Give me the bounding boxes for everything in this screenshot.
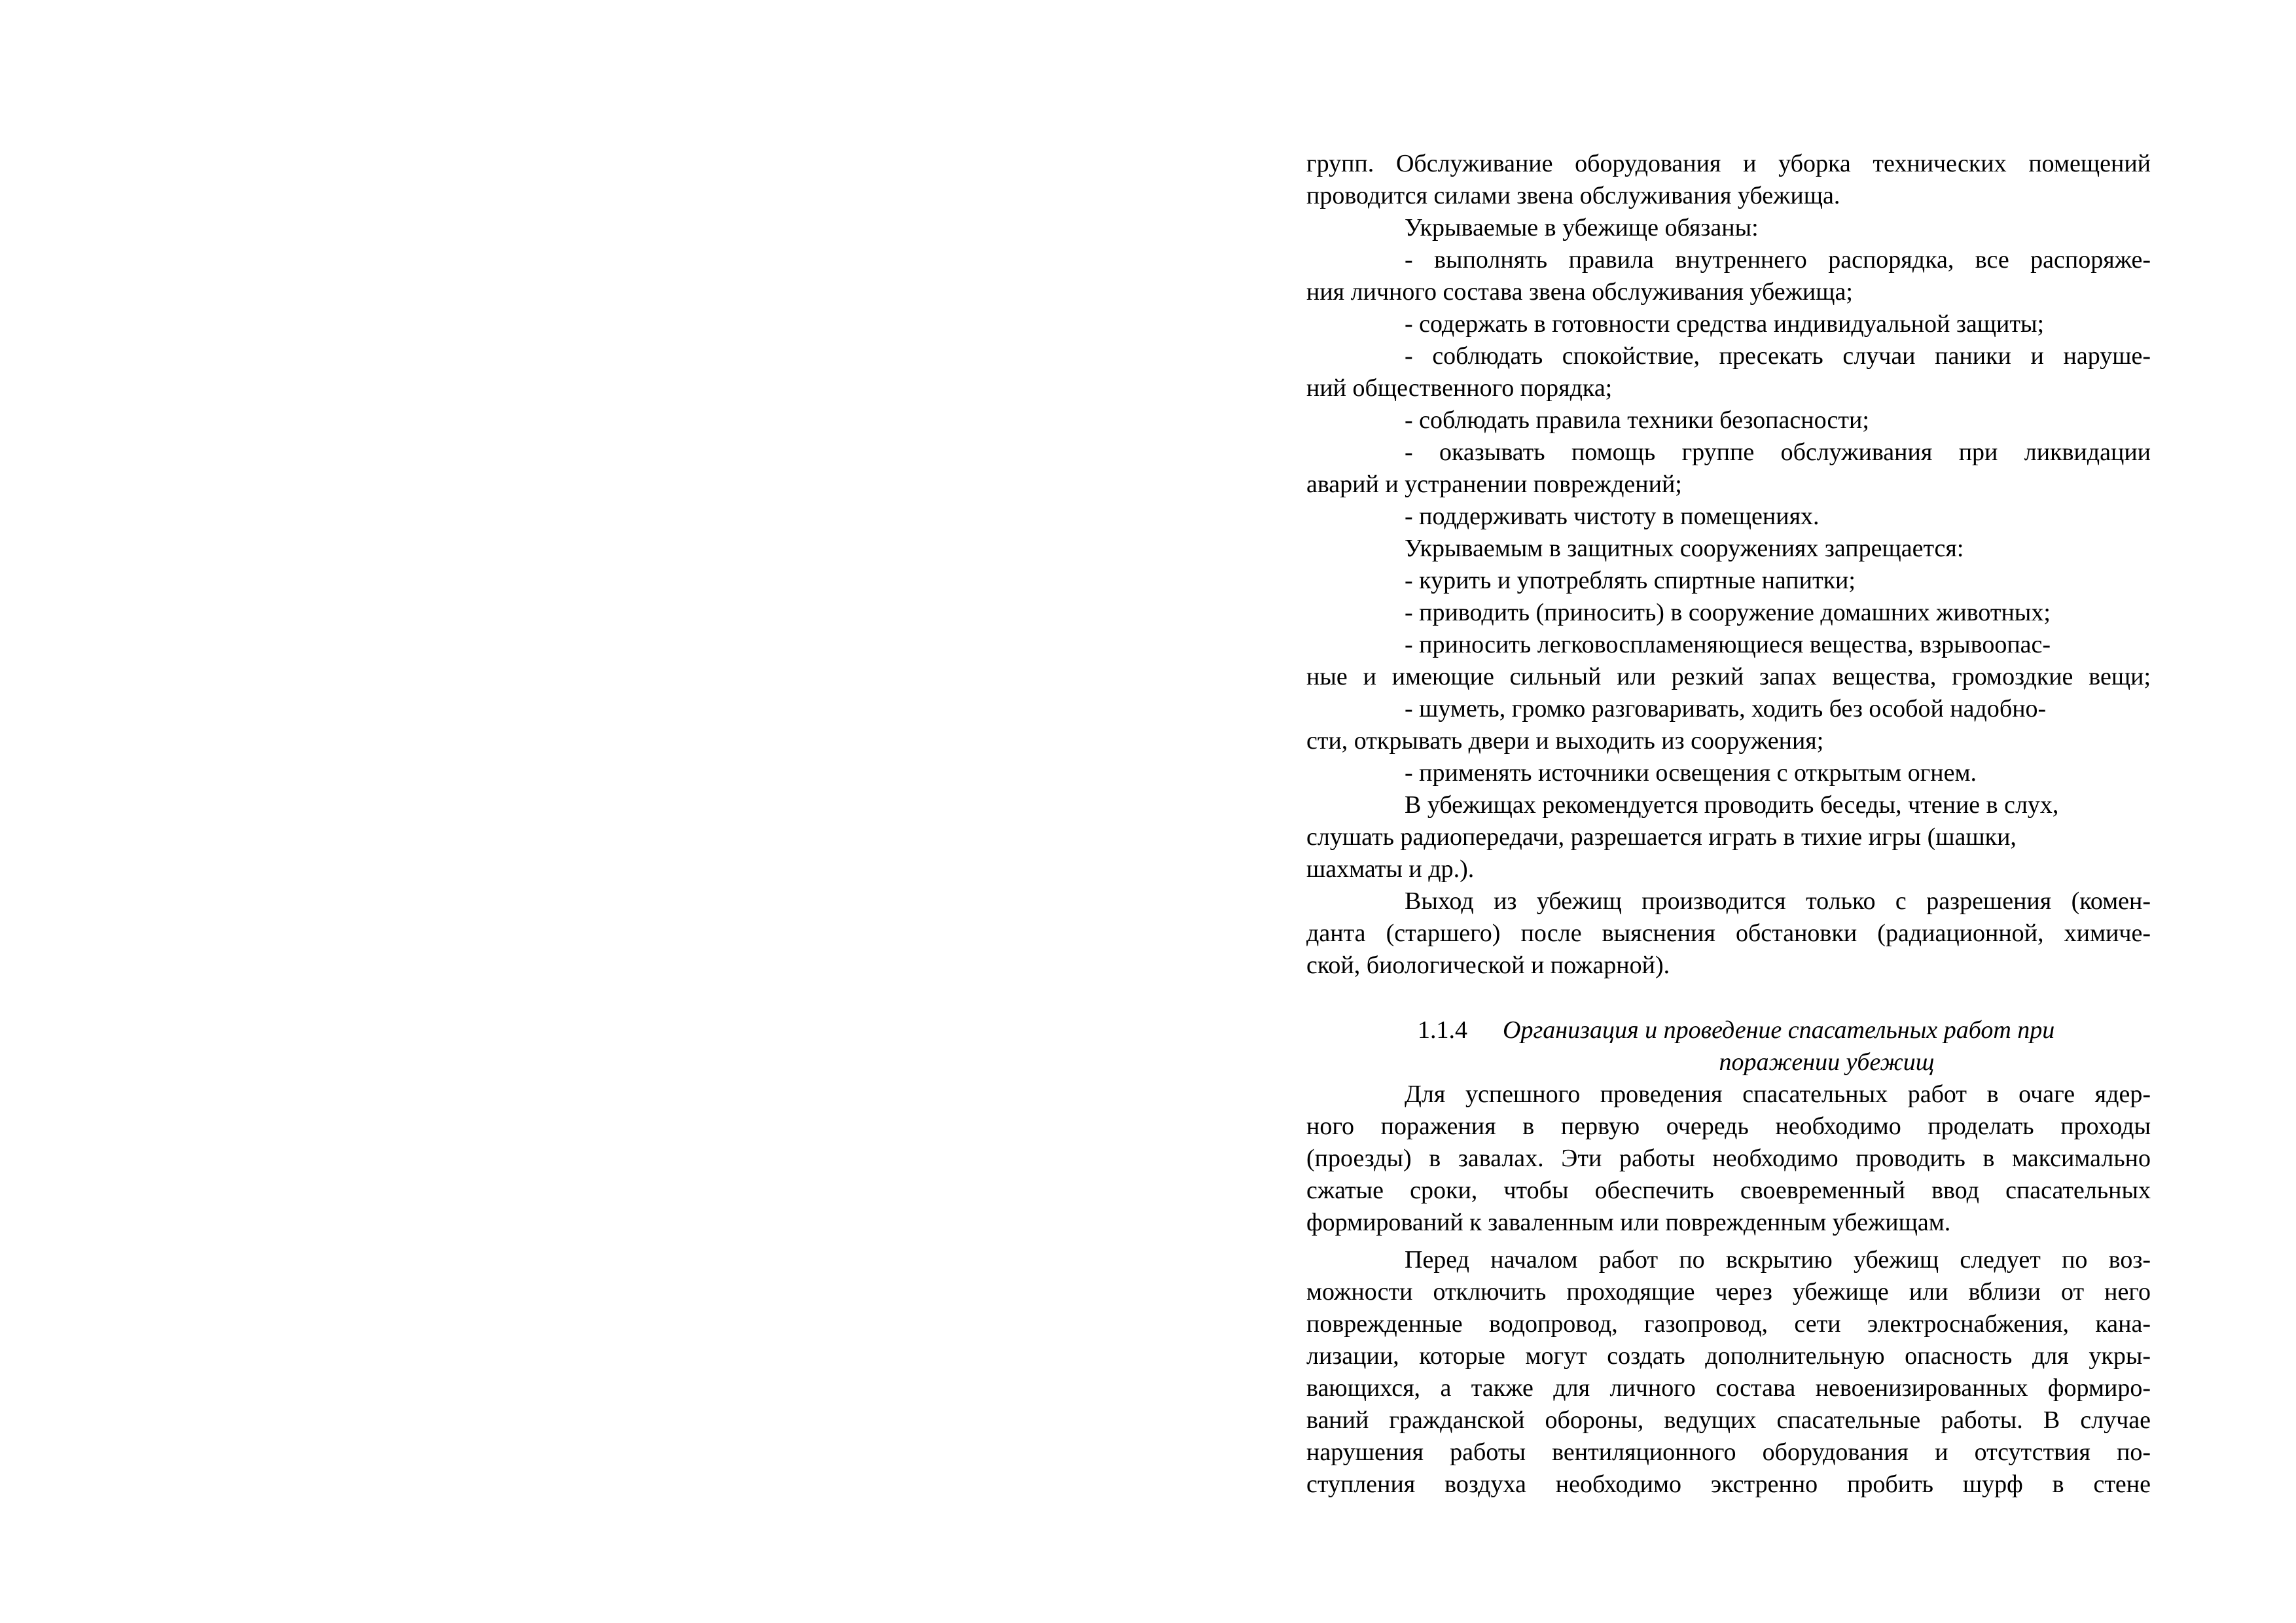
text-line: групп. Обслуживание оборудования и уборка технических помещений [1306, 150, 2151, 177]
text-line: ступления воздуха необходимо экстренно пробить шурф в стене [1306, 1471, 2151, 1498]
list-item: - содержать в готовности средства индивидуальной защиты; [1405, 310, 2045, 338]
text-line: слушать радиопередачи, разрешается играть в тихие игры (шашки, [1306, 823, 2017, 851]
section-heading [1306, 1014, 2151, 1079]
text-line: можности отключить проходящие через убежище или вблизи от него [1306, 1278, 2151, 1306]
list-item-continuation: ний общественного порядка; [1306, 374, 1613, 402]
text-line: поврежденные водопровод, газопровод, сети электроснабжения, кана- [1306, 1310, 2151, 1338]
text-line: ской, биологической и пожарной). [1306, 952, 1670, 979]
text-line: ваний гражданской обороны, ведущих спасательные работы. В случае [1306, 1406, 2151, 1434]
list-item: - соблюдать спокойствие, пресекать случаи паники и наруше- [1405, 342, 2151, 370]
text-line: данта (старшего) после выяснения обстановки (радиационной, химиче- [1306, 919, 2151, 947]
list-item-continuation: сти, открывать двери и выходить из сооружения; [1306, 727, 1824, 755]
list-item: - применять источники освещения с открытым огнем. [1405, 759, 1977, 787]
list-item: - оказывать помощь группе обслуживания при ликвидации [1405, 438, 2151, 466]
list-item: - поддерживать чистоту в помещениях. [1405, 503, 1820, 530]
text-line: проводится силами звена обслуживания убежища. [1306, 182, 1840, 209]
section-title-continuation: поражении убежищ [1719, 1048, 1935, 1076]
list-item: - приносить легковоспламеняющиеся вещества, взрывоопас- [1405, 631, 2051, 658]
list-item: - шуметь, громко разговаривать, ходить без особой надобно- [1405, 695, 2047, 722]
text-line: формирований к заваленным или поврежденным убежищам. [1306, 1209, 1951, 1236]
text-line: Перед началом работ по вскрытию убежищ следует по воз- [1405, 1246, 2151, 1274]
list-item: - соблюдать правила техники безопасности; [1405, 406, 1869, 434]
obligations-heading: Укрываемые в убежище обязаны: [1405, 214, 1759, 241]
list-item-continuation: ния личного состава звена обслуживания убежища; [1306, 278, 1853, 306]
text-line: ного поражения в первую очередь необходимо проделать проходы [1306, 1113, 2151, 1140]
list-item-continuation: аварий и устранении повреждений; [1306, 471, 1682, 498]
text-line: Для успешного проведения спасательных работ в очаге ядер- [1405, 1080, 2151, 1108]
text-line: лизации, которые могут создать дополнительную опасность для укры- [1306, 1342, 2151, 1370]
section-title: Организация и проведение спасательных работ при [1503, 1016, 2055, 1044]
section-number: 1.1.4 [1418, 1016, 1467, 1044]
list-item: - курить и употреблять спиртные напитки; [1405, 567, 1856, 594]
text-line: Выход из убежищ производится только с разрешения (комен- [1405, 887, 2151, 915]
text-line: вающихся, а также для личного состава невоенизированных формиро- [1306, 1374, 2151, 1402]
text-line: (проезды) в завалах. Эти работы необходимо проводить в максимально [1306, 1145, 2151, 1172]
text-line: В убежищах рекомендуется проводить беседы, чтение в слух, [1405, 791, 2059, 819]
text-line: нарушения работы вентиляционного оборудования и отсутствия по- [1306, 1438, 2151, 1466]
text-line: шахматы и др.). [1306, 855, 1475, 883]
text-column [1306, 148, 2151, 1501]
list-item: - выполнять правила внутреннего распорядка, все распоряже- [1405, 246, 2151, 274]
list-item: - приводить (приносить) в сооружение домашних животных; [1405, 599, 2051, 626]
text-line: сжатые сроки, чтобы обеспечить своевременный ввод спасательных [1306, 1177, 2151, 1204]
prohibitions-heading: Укрываемым в защитных сооружениях запрещается: [1405, 535, 1964, 562]
list-item-continuation: ные и имеющие сильный или резкий запах вещества, громоздкие вещи; [1306, 663, 2151, 690]
